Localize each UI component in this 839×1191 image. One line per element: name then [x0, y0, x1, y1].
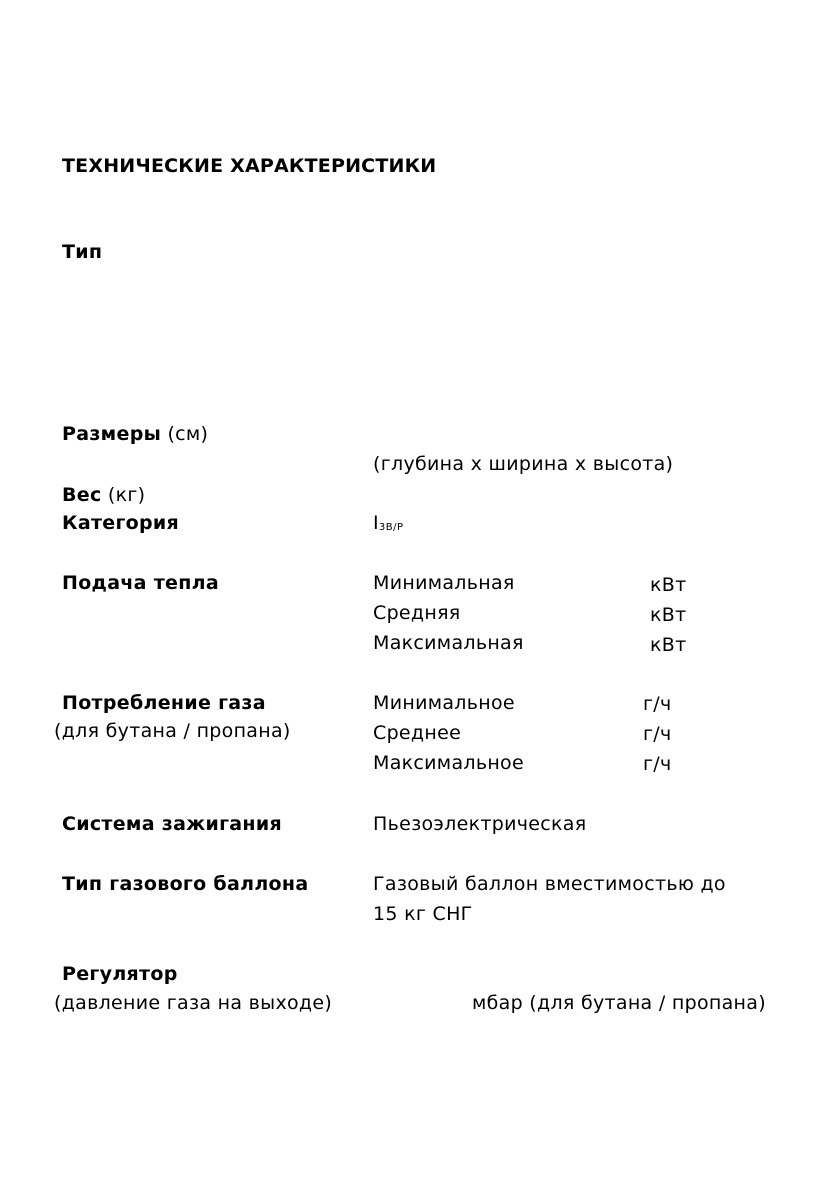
page-title: ТЕХНИЧЕСКИЕ ХАРАКТЕРИСТИКИ [62, 155, 437, 177]
heat-input-mid-name: Средняя [373, 602, 461, 624]
dimensions-unit: (см) [167, 423, 209, 445]
heat-input-label: Подача тепла [62, 572, 219, 594]
type-label: Тип [62, 241, 103, 263]
ignition-value: Пьезоэлектрическая [373, 813, 587, 835]
regulator-value: мбар (для бутана / пропана) [472, 992, 766, 1014]
heat-input-mid-unit: кВт [650, 604, 687, 626]
weight-unit: (кг) [107, 484, 146, 506]
cylinder-label: Тип газового баллона [62, 873, 309, 895]
regulator-label: Регулятор [62, 963, 178, 985]
gas-consumption-min-unit: г/ч [643, 693, 672, 715]
ignition-label: Система зажигания [62, 813, 282, 835]
category-label: Категория [62, 512, 180, 534]
gas-consumption-max-name: Максимальное [373, 752, 524, 774]
heat-input-max-unit: кВт [650, 634, 687, 656]
gas-consumption-label: Потребление газа [62, 692, 266, 714]
cylinder-value-line2: 15 кг СНГ [373, 903, 473, 925]
cylinder-value-line1: Газовый баллон вместимостью до [373, 873, 726, 895]
gas-consumption-sublabel: (для бутана / пропана) [54, 720, 291, 742]
gas-consumption-max-unit: г/ч [643, 753, 672, 775]
heat-input-max-name: Максимальная [373, 632, 524, 654]
heat-input-min-unit: кВт [650, 574, 687, 596]
gas-consumption-min-name: Минимальное [373, 692, 515, 714]
dimensions-label: Размеры [62, 423, 162, 445]
gas-consumption-mid-name: Среднее [373, 722, 462, 744]
category-value-sub: 3B/P [378, 522, 404, 533]
category-value-main: I [373, 512, 379, 534]
regulator-sublabel: (давление газа на выходе) [54, 992, 333, 1014]
weight-row [62, 484, 145, 506]
dimensions-row [62, 423, 208, 445]
gas-consumption-mid-unit: г/ч [643, 723, 672, 745]
heat-input-min-name: Минимальная [373, 572, 515, 594]
category-value [373, 512, 404, 539]
weight-label: Вес [62, 484, 102, 506]
dimensions-note: (глубина x ширина x высота) [373, 453, 674, 475]
